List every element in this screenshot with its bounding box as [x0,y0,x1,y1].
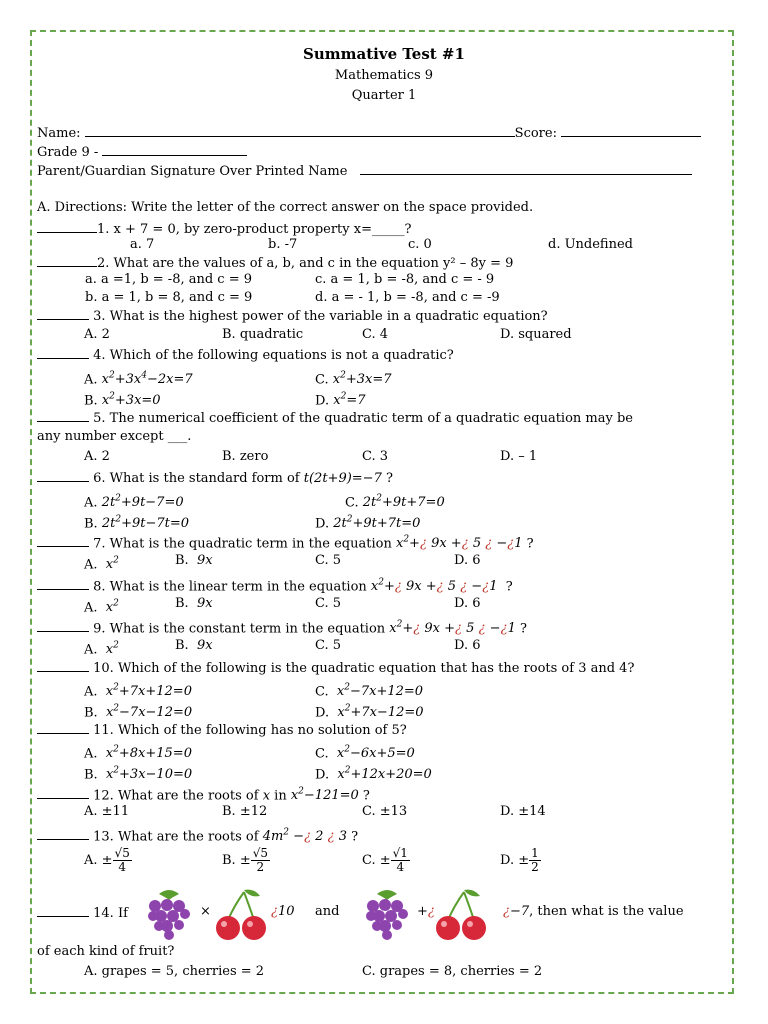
q12-option-c: C. ±13 [362,804,408,819]
q4-option-b: B. $x^2+3x=0$ [84,392,161,409]
q6-option-b: B. $2t^2+9t-7t=0$ [84,515,190,532]
q3-option-c: C. 4 [362,327,389,342]
q10-option-b: B. $x^2-7x-12=0$ [84,704,193,721]
q14-and: and [315,904,340,919]
name-field[interactable]: Name: Score: [37,124,701,142]
q12-option-a: A. ±11 [84,804,130,819]
directions: A. Directions: Write the letter of the correct answer on the space provided. [37,200,534,215]
q2-option-b: b. a = 1, b = 8, and c = 9 [85,290,253,305]
times-sign: × [200,904,211,919]
q5-question-cont: any number except ___. [37,429,192,444]
q7-option-b: B. 9x [175,553,213,568]
plus-sign: +¿ [417,904,435,919]
q12-option-b: B. ±12 [222,804,268,819]
q3-option-d: D. squared [500,327,572,342]
q5-option-d: D. – 1 [500,449,538,464]
q5-question: 5. The numerical coefficient of the quadratic term of a quadratic equation may be [37,409,633,427]
q2-option-d: d. a = - 1, b = -8, and c = -9 [315,290,500,305]
q5-option-c: C. 3 [362,449,389,464]
q2-option-c: c. a = 1, b = -8, and c = - 9 [315,272,495,287]
q9-question: 9. What is the constant term in the equation $x^2+¿$ 9x +¿ 5 ¿ −¿1 ? [37,617,527,637]
q9-option-c: C. 5 [315,638,342,653]
q2-option-a: a. a =1, b = -8, and c = 9 [85,272,253,287]
q3-option-b: B. quadratic [222,327,304,342]
q6-question: 6. What is the standard form of t(2t+9)=−7 ? [37,469,393,487]
q9-option-b: B. 9x [175,638,213,653]
q4-option-a: A. $x^2+3x^4-2x=7$ [84,371,193,388]
q3-question: 3. What is the highest power of the variable in a quadratic equation? [37,307,548,325]
grapes-icon-2 [363,886,411,940]
q9-option-a: A. $x^2$ [84,641,119,658]
q1-option-a: a. 7 [130,237,155,252]
signature-field[interactable]: Parent/Guardian Signature Over Printed Name [37,162,692,180]
q10-option-a: A. $x^2+7x+12=0$ [84,683,192,700]
cherries-icon-2 [434,886,488,942]
q5-option-b: B. zero [222,449,269,464]
q13-option-c: C. ± $\frac{√1}{4}$ [362,846,408,874]
q8-option-b: B. 9x [175,596,213,611]
q1-question: 1. x + 7 = 0, by zero-product property x=_____? [37,220,411,238]
q11-option-d: D. $x^2+12x+20=0$ [315,766,432,783]
q1-option-b: b. -7 [268,237,298,252]
q12-question: 12. What are the roots of x in $x^2-121=0$ ? [37,784,370,804]
q14-option-c: C. grapes = 8, cherries = 2 [362,964,543,979]
grade-field[interactable]: Grade 9 - [37,143,247,161]
q11-option-b: B. $x^2+3x-10=0$ [84,766,193,783]
quarter: Quarter 1 [351,88,417,103]
q10-option-d: D. $x^2+7x-12=0$ [315,704,424,721]
q6-option-a: A. $2t^2+9t-7=0$ [84,494,184,511]
q8-option-a: A. $x^2$ [84,599,119,616]
q14-eq1-result: ¿10 [271,904,295,919]
q6-option-c: C. $2t^2+9t+7=0$ [345,494,445,511]
q4-option-c: C. $x^2+3x=7$ [315,371,392,388]
q13-option-b: B. ± $\frac{√5}{2}$ [222,846,268,874]
q10-question: 10. Which of the following is the quadratic equation that has the roots of 3 and 4? [37,659,634,677]
q14-eq2-result: ¿−7, then what is the value [503,904,684,919]
test-title: Summative Test #1 [303,45,465,63]
q3-option-a: A. 2 [84,327,110,342]
grapes-icon [145,886,193,940]
q1-option-c: c. 0 [408,237,432,252]
cherries-icon [214,886,268,942]
q2-question: 2. What are the values of a, b, and c in the equation y² – 8y = 9 [37,254,513,272]
q7-option-d: D. 6 [454,553,481,568]
q6-option-d: D. $2t^2+9t+7t=0$ [315,515,421,532]
q14-question-cont: of each kind of fruit? [37,944,175,959]
subject: Mathematics 9 [334,68,434,83]
q14-option-a: A. grapes = 5, cherries = 2 [84,964,265,979]
q4-question: 4. Which of the following equations is not a quadratic? [37,346,454,364]
q11-option-c: C. $x^2-6x+5=0$ [315,745,415,762]
q7-option-c: C. 5 [315,553,342,568]
q13-option-d: D. ± $\frac{1}{2}$ [500,846,539,874]
q11-question: 11. Which of the following has no solution of 5? [37,721,407,739]
q8-option-c: C. 5 [315,596,342,611]
q13-question: 13. What are the roots of $4m^2$ −¿ 2 ¿ 3 ? [37,825,358,845]
q13-option-a: A. ± $\frac{√5}{4}$ [84,846,130,874]
q12-option-d: D. ±14 [500,804,546,819]
q14-question: 14. If [37,904,128,922]
q10-option-c: C. $x^2-7x+12=0$ [315,683,424,700]
q8-question: 8. What is the linear term in the equation $x^2+¿$ 9x +¿ 5 ¿ −¿1 ? [37,575,513,595]
q5-option-a: A. 2 [84,449,110,464]
q7-question: 7. What is the quadratic term in the equation $x^2+¿$ 9x +¿ 5 ¿ −¿1 ? [37,532,534,552]
q9-option-d: D. 6 [454,638,481,653]
q11-option-a: A. $x^2+8x+15=0$ [84,745,192,762]
q8-option-d: D. 6 [454,596,481,611]
q7-option-a: A. $x^2$ [84,556,119,573]
q4-option-d: D. $x^2=7$ [315,392,366,409]
q1-option-d: d. Undefined [548,237,633,252]
